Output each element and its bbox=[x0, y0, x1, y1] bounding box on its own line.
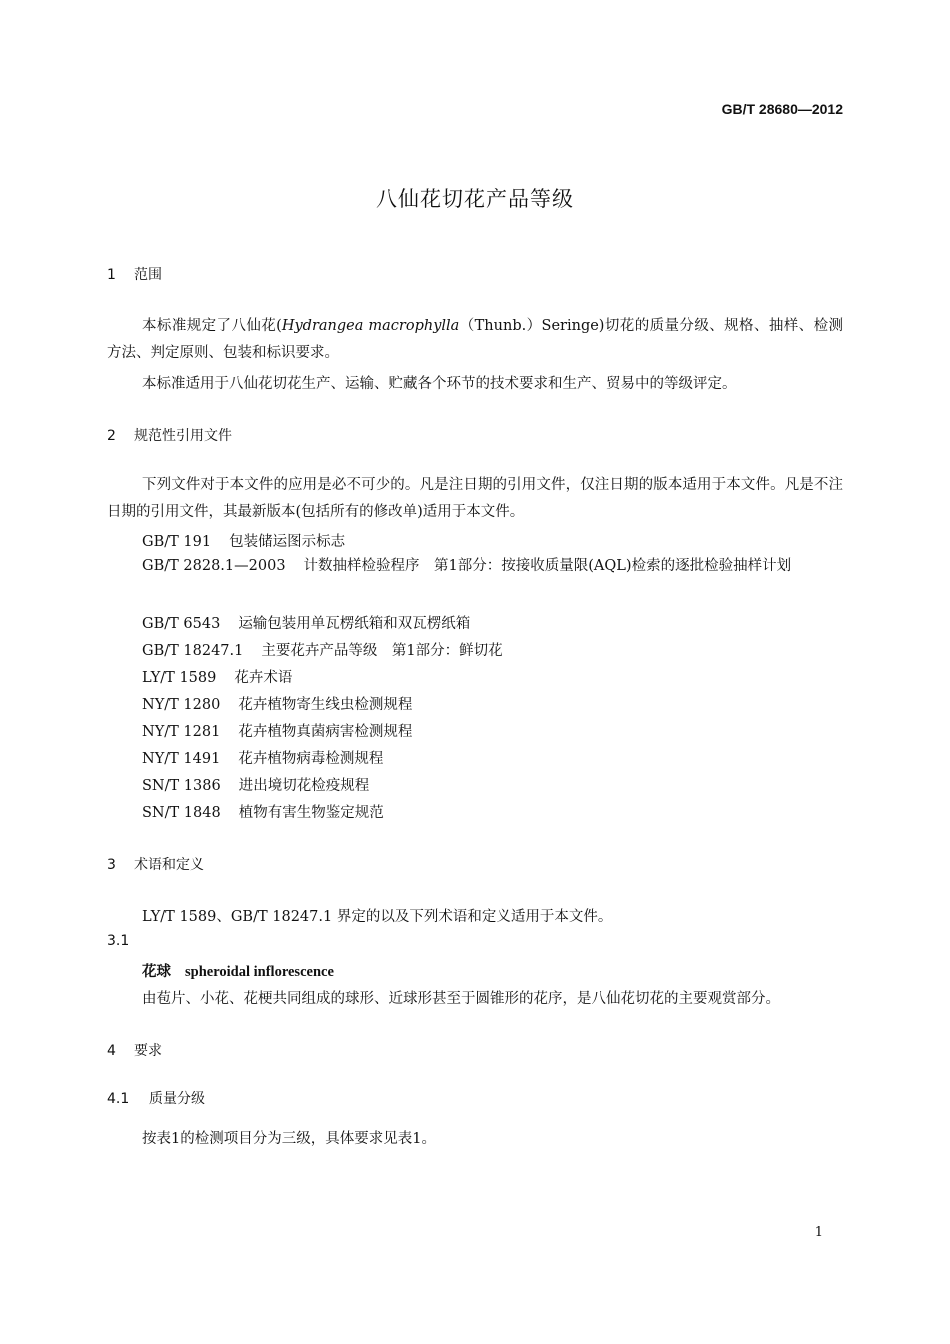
scope-paragraph-2: 本标准适用于八仙花切花生产、运输、贮藏各个环节的技术要求和生产、贸易中的等级评定。 bbox=[142, 376, 737, 392]
requirements-paragraph: 按表1的检测项目分为三级，具体要求见表1。 bbox=[142, 1131, 436, 1147]
terms-intro: LY/T 1589、GB/T 18247.1 界定的以及下列术语和定义适用于本文件。 bbox=[142, 909, 613, 925]
reference-title: 计数抽样检验程序 第1部分：按接收质量限(AQL)检索的逐批检验抽样计划 bbox=[303, 558, 792, 574]
reference-item bbox=[142, 801, 384, 822]
reference-item bbox=[142, 612, 470, 633]
section-number: 3 bbox=[107, 857, 116, 873]
reference-title: 花卉术语 bbox=[234, 670, 293, 686]
reference-code: GB/T 6543 bbox=[142, 616, 221, 632]
reference-item bbox=[107, 553, 843, 580]
reference-title: 包装储运图示标志 bbox=[229, 534, 346, 550]
section-number: 4 bbox=[107, 1043, 116, 1059]
reference-item bbox=[142, 720, 412, 741]
scope-text-b: （Thunb.）Seringe)切花的质量分级、规格、抽样、检测方法、判定原则、包装和标识要求。 bbox=[107, 318, 843, 361]
page-title: 八仙花切花产品等级 bbox=[376, 187, 574, 211]
reference-item bbox=[142, 774, 369, 795]
reference-item bbox=[142, 666, 292, 687]
reference-code: GB/T 191 bbox=[142, 534, 212, 550]
section-title: 范围 bbox=[134, 267, 162, 283]
term-definition: 由苞片、小花、花梗共同组成的球形、近球形甚至于圆锥形的花序，是八仙花切花的主要观赏部分。 bbox=[142, 991, 780, 1007]
reference-item bbox=[142, 639, 503, 660]
section-4-1-heading bbox=[107, 1088, 205, 1108]
reference-code: NY/T 1280 bbox=[142, 697, 221, 713]
term-english: spheroidal inflorescence bbox=[185, 964, 334, 980]
scope-text-a: 本标准规定了八仙花( bbox=[142, 318, 282, 334]
section-title: 规范性引用文件 bbox=[134, 428, 232, 444]
reference-title: 进出境切花检疫规程 bbox=[238, 778, 370, 794]
normative-intro: 下列文件对于本文件的应用是必不可少的。凡是注日期的引用文件，仅注日期的版本适用于本文件。凡是不注日期的引用文件，其最新版本(包括所有的修改单)适用于本文件。 bbox=[107, 477, 843, 520]
section-title: 要求 bbox=[134, 1043, 162, 1059]
reference-title: 花卉植物真菌病害检测规程 bbox=[238, 724, 413, 740]
term-entry bbox=[142, 960, 334, 981]
reference-code: SN/T 1848 bbox=[142, 805, 221, 821]
section-number: 2 bbox=[107, 428, 116, 444]
reference-code: SN/T 1386 bbox=[142, 778, 221, 794]
reference-title: 运输包装用单瓦楞纸箱和双瓦楞纸箱 bbox=[238, 616, 471, 632]
reference-title: 花卉植物寄生线虫检测规程 bbox=[238, 697, 413, 713]
section-4-heading bbox=[107, 1040, 162, 1060]
section-2-heading bbox=[107, 425, 232, 445]
section-1-heading bbox=[107, 264, 162, 284]
reference-code: LY/T 1589 bbox=[142, 670, 217, 686]
reference-code: GB/T 2828.1—2003 bbox=[142, 558, 286, 574]
reference-title: 主要花卉产品等级 第1部分：鲜切花 bbox=[261, 643, 503, 659]
section-3-heading bbox=[107, 854, 204, 874]
section-title: 术语和定义 bbox=[134, 857, 204, 873]
reference-title: 植物有害生物鉴定规范 bbox=[238, 805, 384, 821]
term-chinese: 花球 bbox=[142, 964, 171, 980]
scientific-name: Hydrangea macrophylla bbox=[281, 318, 460, 334]
term-number: 3.1 bbox=[107, 933, 130, 949]
scope-paragraph-1 bbox=[107, 313, 843, 367]
section-number: 1 bbox=[107, 267, 116, 283]
document-number: GB/T 28680—2012 bbox=[721, 101, 843, 117]
reference-code: NY/T 1281 bbox=[142, 724, 221, 740]
reference-code: GB/T 18247.1 bbox=[142, 643, 244, 659]
reference-item bbox=[142, 693, 412, 714]
reference-item bbox=[142, 530, 345, 551]
section-title: 质量分级 bbox=[149, 1091, 205, 1107]
reference-item bbox=[142, 747, 383, 768]
reference-title: 花卉植物病毒检测规程 bbox=[238, 751, 384, 767]
page-number: 1 bbox=[814, 1225, 823, 1240]
reference-code: NY/T 1491 bbox=[142, 751, 221, 767]
section-number: 4.1 bbox=[107, 1091, 130, 1107]
